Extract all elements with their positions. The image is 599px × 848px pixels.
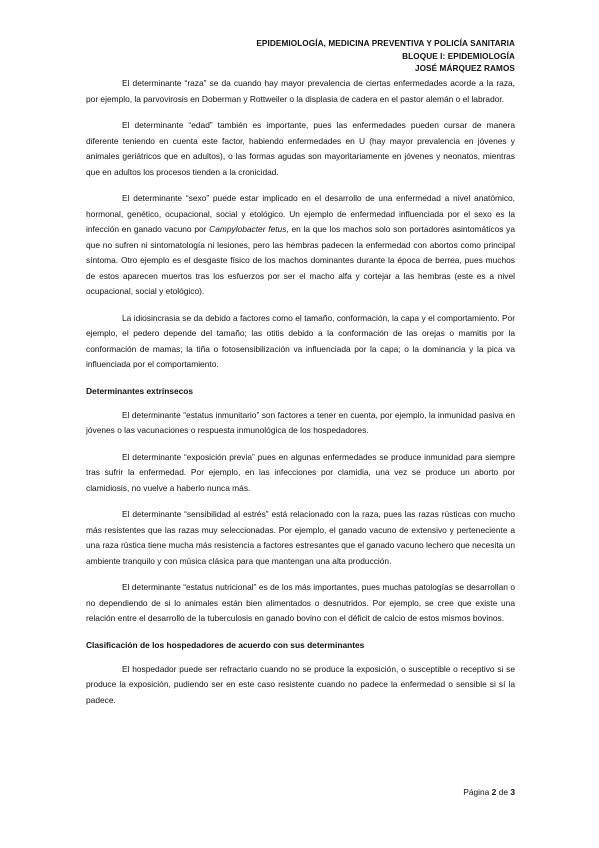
heading-extrinsic-determinants: Determinantes extrínsecos <box>86 385 194 396</box>
document-body <box>86 76 515 719</box>
header-subject: EPIDEMIOLOGÍA, MEDICINA PREVENTIVA Y POLICÍA SANITARIA <box>256 39 515 48</box>
header-author: JOSÉ MÁRQUEZ RAMOS <box>414 64 515 73</box>
paragraph-sexo-species: Campylobacter fetus <box>209 224 287 234</box>
paragraph-nutritional-status: El determinante “estatus nutricional” es de los más importantes, pues muchas patologías se desarrollan o no dependiendo de si lo animales están bien alimentados o desnutridos. Por ejemplo, se cree que existe una relación entre el desarrollo de la tuberculosis en ganado bovino con el déficit de calcio de estos mismos bovinos. <box>86 582 515 623</box>
heading-host-classification: Clasificación de los hospedadores de acuerdo con sus determinantes <box>86 639 365 650</box>
current-page: 2 <box>491 787 497 797</box>
page-number <box>463 787 515 797</box>
paragraph-immune-status: El determinante “estatus inmunitario” son factores a tener en cuenta, por ejemplo, la inmunidad pasiva en jóvenes o las vacunaciones o respuesta inmunológica de los hospedadores. <box>86 409 515 435</box>
paragraph-host-classification: El hospedador puede ser refractario cuando no se produce la exposición, o susceptible o receptivo si se produce la exposición, pudiendo ser en este caso resistente cuando no padece la enfermedad o sensible si sí la padece. <box>86 663 515 705</box>
paragraph-prior-exposure: El determinante “exposición previa” pues en algunas enfermedades se produce inmunidad para siempre tras sufrir la enfermedad. Por ejemplo, en las infecciones por clamidia, una vez se produce un aborto por clamidiosis, no vuelve a haberlo nunca más. <box>86 451 515 493</box>
page-header <box>256 38 515 76</box>
paragraph-sexo-text-1: El determinante “sexo” puede estar implicado en el desarrollo de una enfermedad a nivel anatómico, hormonal, genético, ocupacional, social y etológico. Un ejemplo de enfermedad influenciada por el sexo es la infección en ganado vacuno por <box>86 193 515 234</box>
paragraph-sexo <box>86 191 515 300</box>
paragraph-stress-sensitivity: El determinante “sensibilidad al estrés” está relacionado con la raza, pues las razas rústicas con mucho más resistentes que las razas muy seleccionadas. Por ejemplo, el ganado vacuno de extensivo y perteneciente a una raza rústica tiene mucha más resistencia a factores estresantes que el ganado vacuno lechero que necesita un ambiente tranquilo y con música clásica para que mantengan una alta producción. <box>86 509 515 566</box>
page-of: de <box>498 787 508 797</box>
paragraph-sexo-text-2: , en la que los machos solo son portadores asintomáticos ya que no sufren ni sintomatología ni lesiones, pero las hembras padecen la enfermedad con abortos como principal síntoma. Otro ejemplo es el desgaste físico de los machos dominantes durante la época de berrea, pues muchos de estos aparecen muertos tras los esfuerzos por ser el macho alfa y cortejar a las hembras (este es a nivel ocupacional, social y etológico). <box>86 224 516 296</box>
header-block: BLOQUE I: EPIDEMIOLOGÍA <box>402 51 515 61</box>
page-label: Página <box>463 787 490 797</box>
total-pages: 3 <box>510 787 515 797</box>
paragraph-edad: El determinante “edad” también es importante, pues las enfermedades pueden cursar de manera diferente teniendo en cuenta este factor, habiendo enfermedades en U (hay mayor prevalencia en jóvenes y animales geriátricos que en adultos), o las formas agudas son mayoritariamente en jóvenes y neonatos, mientras que en adultos los procesos tienden a la cronicidad. <box>86 120 515 177</box>
paragraph-raza: El determinante “raza” se da cuando hay mayor prevalencia de ciertas enfermedades acorde a la raza, por ejemplo, la parvovirosis en Doberman y Rottweiler o la displasia de cadera en el pastor alemán o el labrador. <box>86 78 515 104</box>
paragraph-idiosincrasia: La idiosincrasia se da debido a factores como el tamaño, conformación, la capa y el comportamiento. Por ejemplo, el pedero depende del tamaño; las otitis debido a la conformación de las orejas o mamitis por la conformación de mamas; la tiña o fotosensibilización va influenciada por la capa; o la dominancia y la pica va influenciada por el comportamiento. <box>86 312 515 369</box>
